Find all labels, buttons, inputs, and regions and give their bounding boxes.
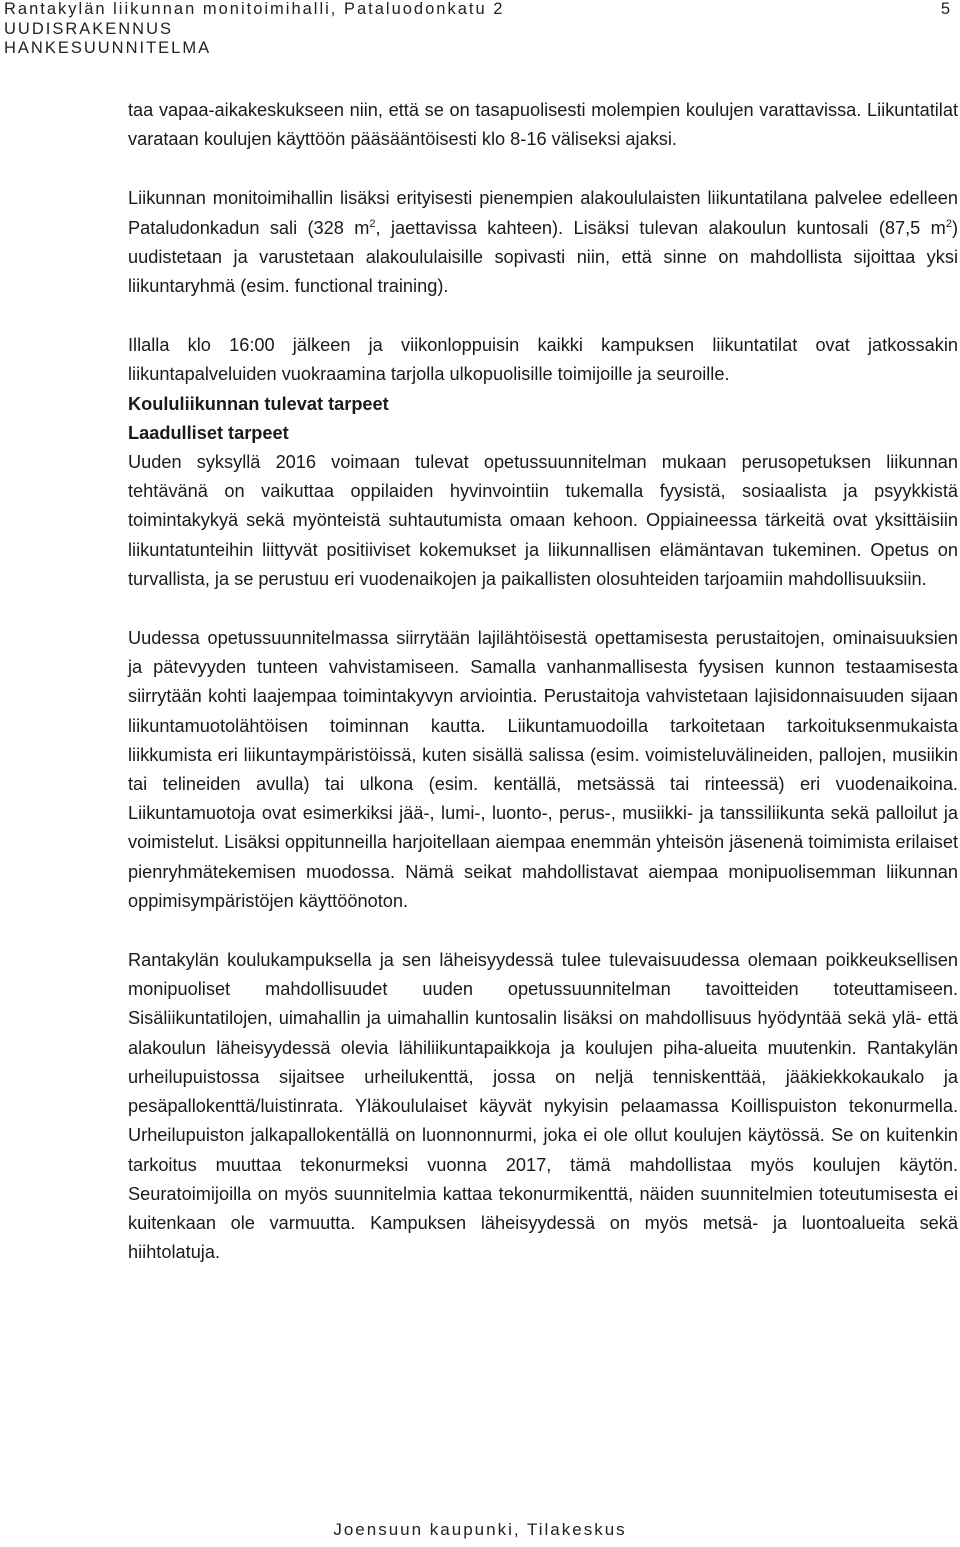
paragraph-facilities-part2: , jaettavissa kahteen). Lisäksi tulevan alakoulun kuntosali (87,5 m — [375, 217, 946, 238]
page-header — [4, 0, 956, 59]
paragraph-curriculum-goals: Uuden syksyllä 2016 voimaan tulevat opetussuunnitelman mukaan perusopetuksen liikunnan tehtävänä on vaikuttaa oppilaiden hyvinvointiin tukemalla fyysistä, sosiaalista ja psyykkistä toimintakykyä sekä myönteistä suhtautumista omaan kehoon. Oppiaineessa tärkeitä ovat yksittäisiin liikuntatunteihin liittyvät positiiviset kokemukset ja liikunnallisen elämäntavan tukeminen. Opetus on turvallista, ja se perustuu eri vuodenaikojen ja paikallisten olosuhteiden tarjoamiin mahdollisuuksiin. — [128, 452, 958, 589]
paragraph-facilities-part3: ) uudistetaan ja varustetaan alakoululaisille sopivasti niin, että sinne on mahdollista sijoittaa yksi liikuntaryhmä (esim. functional training). — [128, 217, 958, 297]
paragraph-facilities — [128, 184, 958, 301]
paragraph-evening-use: Illalla klo 16:00 jälkeen ja viikonloppuisin kaikki kampuksen liikuntatilat ovat jatkossakin liikuntapalveluiden vuokraamina tarjolla ulkopuolisille toimijoille ja seuroille. — [128, 335, 958, 385]
superscript-squared: 2 — [945, 217, 952, 230]
header-project-title: Rantakylän liikunnan monitoimihalli, Pataluodonkatu 2 — [4, 0, 505, 18]
paragraph-intro-continuation: taa vapaa-aikakeskukseen niin, että se on tasapuolisesti molempien koulujen varattavissa. Liikuntatilat varataan koulujen käyttöön pääsääntöisesti klo 8-16 väliseksi ajaksi. — [128, 100, 958, 150]
paragraph-campus-opportunities: Rantakylän koulukampuksella ja sen läheisyydessä tulee tulevaisuudessa olemaan poikkeuksellisen monipuoliset mahdollisuudet uuden opetussuunnitelman tavoitteiden toteuttamiseen. Sisäliikuntatilojen, uimahallin ja uimahallin kuntosalin lisäksi on mahdollisuus hyödyntää sekä ylä- että alakoulun läheisyydessä olevia lähiliikuntapaikkoja ja koulujen piha-alueita muutenkin. Rantakylän urheilupuistossa sijaitsee urheilukenttä, jossa on neljä tenniskenttää, jääkiekkokaukalo ja pesäpallokenttä/luistinrata. Yläkoululaiset käyvät nykyisin pelaamassa Koillispuiston tekonurmella. Urheilupuiston jalkapallokentällä on luonnonnurmi, joka ei ole ollut koulujen käytössä. Se on kuitenkin tarkoitus muuttaa tekonurmeksi vuonna 2017, tämä mahdollistaa myös koulujen käytön. Seuratoimijoilla on myös suunnitelmia kattaa tekonurmikenttä, näiden suunnitelmien toteutumisesta ei kuitenkaan ole varmuutta. Kampuksen läheisyydessä on myös metsä- ja luontoalueita sekä hiihtolatuja. — [128, 950, 958, 1263]
page-number: 5 — [940, 0, 950, 18]
header-project-type: UUDISRAKENNUS — [4, 19, 174, 38]
paragraph-curriculum-changes: Uudessa opetussuunnitelmassa siirrytään lajilähtöisestä opettamisesta perustaitojen, ominaisuuksien ja pätevyyden tunteen vahvistamiseen. Samalla vanhanmallisesta fyysisen kunnon testaamisesta siirrytään kohti laajempaa toimintakyvyn arviointia. Perustaitoja vahvistetaan lajisidonnaisuuden sijaan liikuntamuotolähtöisen toiminnan kautta. Liikuntamuodoilla tarkoitetaan tarkoituksenmukaista liikkumista eri liikuntaympäristöissä, kuten sisällä salissa (esim. voimisteluvälineiden, pallojen, musiikin tai telineiden avulla) tai ulkona (esim. kentällä, metsässä tai rinteessä) eri vuodenaikoina. Liikuntamuotoja ovat esimerkiksi jää-, lumi-, luonto-, perus-, musiikki- ja tanssiliikunta sekä palloilut ja voimistelut. Lisäksi oppitunneilla harjoitellaan aiempaa enemmän yhteisön jäsenenä toimimista erilaiset pienryhmätekemisen muodossa. Nämä seikat mahdollistavat aiempaa monipuolisemman liikunnan oppimisympäristöjen käyttöönoton. — [128, 628, 958, 911]
section-heading: Koululiikunnan tulevat tarpeet — [128, 393, 389, 414]
header-document-type: HANKESUUNNITELMA — [4, 39, 212, 57]
superscript-squared: 2 — [369, 217, 376, 230]
paragraph-facilities-part1: Liikunnan monitoimihallin lisäksi erityisesti pienempien alakoululaisten liikuntatilana palvelee edelleen Pataludonkadun sali (328 m — [128, 188, 958, 238]
page-content — [128, 96, 958, 1267]
subsection-heading: Laadulliset tarpeet — [128, 422, 289, 443]
page-footer: Joensuun kaupunki, Tilakeskus — [333, 1520, 627, 1539]
